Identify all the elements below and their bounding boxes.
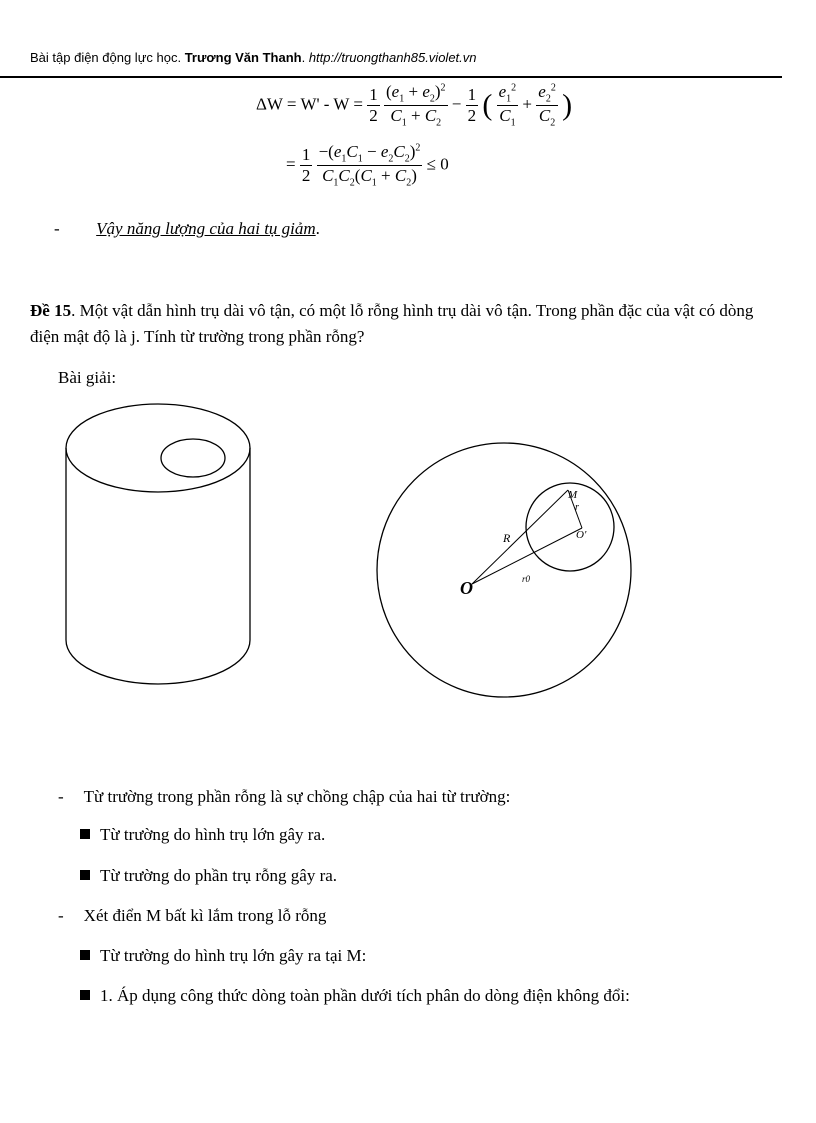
header-author: Trương Văn Thanh: [184, 50, 302, 65]
list-item-square-1: [80, 822, 325, 848]
equation-equals: =: [286, 154, 296, 174]
fraction-e1-c1: $\frac{e_1^2}{C_1}$: [498, 82, 517, 129]
header-url[interactable]: http://truongthanh85.violet.vn: [308, 50, 477, 65]
conclusion-line: [54, 216, 320, 242]
list-item-dash-1: - Từ trường trong phần rỗng là sự chồng chập của hai từ trường:: [58, 787, 511, 806]
list-item-text: Xét điển M bất kì lắm trong lỗ rỗng: [83, 906, 327, 925]
square-bullet-icon: [80, 950, 90, 960]
header-separator: .: [301, 50, 309, 65]
label-O-prime: O': [576, 529, 587, 541]
problem-statement: [30, 298, 782, 350]
fraction-half-2: $\frac{1}{2}$: [467, 85, 477, 125]
square-bullet-icon: [80, 990, 90, 1000]
header-rule: [0, 76, 782, 78]
list-item-text: Từ trường do hình trụ lớn gây ra.: [100, 825, 326, 844]
fraction-half-3: $\frac{1}{2}$: [301, 145, 311, 185]
square-bullet-icon: [80, 870, 90, 880]
cylinder-top-ellipse: [66, 404, 250, 492]
fraction-result: $\frac{-(e_1C_1 - e_2C_2)^2}{C_1C_2(C_1 + C_2)}$: [318, 142, 421, 189]
problem-text: . Một vật dẫn hình trụ dài vô tận, có một lỗ rỗng hình trụ dài vô tận. Trong phần đặc của vật có dòng điện mật độ là j. Tính từ trường trong phần rỗng?: [30, 301, 754, 346]
vector-R: [472, 490, 568, 584]
list-item-text: Từ trường do hình trụ lớn gây ra tại M:: [100, 946, 367, 965]
equation-lhs: ΔW = W' - W =: [256, 94, 363, 114]
solution-label: Bài giải:: [58, 368, 117, 387]
label-M: M: [568, 489, 578, 501]
equation-energy-result: [286, 142, 449, 189]
label-R: R: [503, 531, 511, 545]
conclusion-text: Vậy năng lượng của hai tụ giảm: [96, 219, 316, 238]
square-bullet-icon: [80, 829, 90, 839]
cross-section-figure: [372, 430, 642, 710]
fraction-e2-c2: $\frac{e_2^2}{C_2}$: [538, 82, 556, 129]
big-circle: [377, 443, 631, 697]
hole-ellipse: [161, 439, 225, 477]
list-item-dash-2: - Xét điển M bất kì lắm trong lỗ rỗng: [58, 906, 327, 925]
fraction-half: $\frac{1}{2}$: [369, 85, 378, 125]
page-header: [30, 50, 782, 65]
list-item-text: Từ trường do phần trụ rỗng gây ra.: [100, 866, 338, 885]
equation-energy-difference: ΔW = W' - W = $\frac{1}{2}$ $\frac{(e_1 + e_2)^2}{C_1 + C_2}$ − $\frac{1}{2}$ ( $\frac{e_1^2}{C_1}$ + $\frac{e_2^2}{C_2}$ ): [256, 82, 573, 129]
header-prefix: Bài tập điện động lực học.: [30, 50, 185, 65]
label-r0: r0: [522, 574, 531, 584]
label-r: r: [575, 502, 579, 513]
equation-leq-zero: ≤ 0: [426, 154, 449, 174]
conclusion-period: .: [315, 219, 320, 238]
label-O: O: [460, 578, 473, 598]
list-item-square-3: [80, 943, 366, 969]
conclusion-dash: -: [54, 219, 60, 238]
list-item-square-2: [80, 863, 337, 889]
cylinder-bottom-arc: [66, 640, 250, 684]
problem-label: Đề 15: [30, 301, 72, 320]
list-item-square-4: [80, 983, 630, 1009]
fraction-sum-charges: $\frac{(e_1 + e_2)^2}{C_1 + C_2}$: [386, 82, 446, 129]
list-item-text: 1. Áp dụng công thức dòng toàn phần dưới tích phân do dòng điện không đổi:: [100, 986, 630, 1005]
list-item-text: Từ trường trong phần rỗng là sự chồng chập của hai từ trường:: [83, 787, 511, 806]
cylinder-figure: [58, 400, 258, 690]
